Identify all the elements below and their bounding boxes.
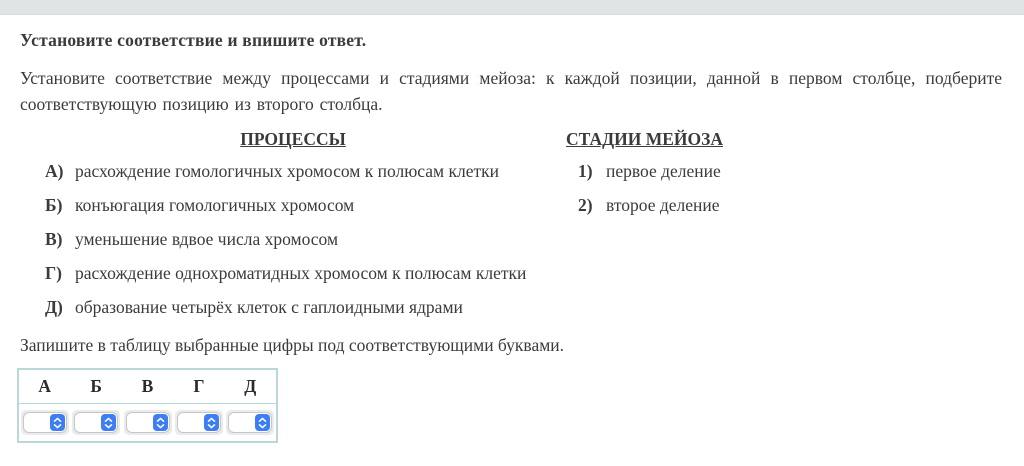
spinner-field — [228, 412, 272, 433]
answer-cell-b — [70, 404, 121, 441]
item-number: 2) — [578, 195, 593, 215]
stages-header: СТАДИИ МЕЙОЗА — [566, 129, 724, 149]
list-item — [566, 194, 723, 217]
answer-cell-g — [173, 404, 224, 441]
stepper-button[interactable] — [204, 414, 219, 431]
answer-input-g[interactable] — [178, 413, 204, 432]
item-text: первое деление — [606, 161, 721, 181]
answer-spinner-a[interactable] — [21, 410, 69, 435]
answer-spinner-g[interactable] — [175, 410, 223, 435]
item-text: расхождение однохроматидных хромосом к полюсам клетки — [75, 263, 527, 283]
answer-input-d[interactable] — [229, 413, 255, 432]
list-item — [566, 160, 723, 183]
item-letter: А) — [45, 161, 64, 181]
item-text: расхождение гомологичных хромосом к полюсам клетки — [75, 161, 500, 181]
answer-spinner-b[interactable] — [72, 410, 120, 435]
question-title: Установите соответствие и впишите ответ. — [20, 30, 367, 50]
stepper-chevrons-icon — [104, 417, 113, 429]
answer-table — [17, 368, 278, 443]
list-item — [20, 228, 566, 251]
spinner-field — [74, 412, 118, 433]
answer-table-header-row — [19, 370, 276, 404]
item-letter: Д) — [45, 297, 63, 317]
stepper-button[interactable] — [50, 414, 65, 431]
processes-list — [20, 160, 566, 319]
item-letter: Б) — [45, 195, 63, 215]
spinner-field — [23, 412, 67, 433]
answer-cell-a — [19, 404, 70, 441]
list-item — [20, 194, 566, 217]
answer-input-a[interactable] — [24, 413, 50, 432]
list-item — [20, 160, 566, 183]
answer-table-header-g: Г — [193, 376, 205, 396]
answer-table-header-a: А — [38, 376, 52, 396]
item-text: образование четырёх клеток с гаплоидными ядрами — [75, 297, 463, 317]
item-text: конъюгация гомологичных хромосом — [75, 195, 355, 215]
processes-column — [20, 128, 566, 319]
stepper-button[interactable] — [153, 414, 168, 431]
item-text: уменьшение вдвое числа хромосом — [75, 229, 339, 249]
question-panel — [0, 30, 1024, 443]
top-bar — [0, 0, 1024, 15]
answer-table-input-row — [19, 404, 276, 441]
answer-table-header-v: В — [141, 376, 154, 396]
answer-table-header-d: Д — [244, 376, 257, 396]
stepper-button[interactable] — [101, 414, 116, 431]
answer-prompt: Запишите в таблицу выбранные цифры под соответствующими буквами. — [20, 335, 565, 355]
answer-input-b[interactable] — [75, 413, 101, 432]
item-text: второе деление — [606, 195, 720, 215]
list-item — [20, 296, 566, 319]
item-letter: В) — [45, 229, 63, 249]
stepper-chevrons-icon — [53, 417, 62, 429]
stages-list — [566, 160, 723, 217]
stepper-button[interactable] — [255, 414, 270, 431]
answer-input-v[interactable] — [127, 413, 153, 432]
spinner-field — [177, 412, 221, 433]
item-letter: Г) — [45, 263, 62, 283]
answer-spinner-d[interactable] — [226, 410, 274, 435]
answer-table-header-b: Б — [90, 376, 102, 396]
stages-column — [566, 128, 723, 319]
list-item — [20, 262, 566, 285]
stepper-chevrons-icon — [258, 417, 267, 429]
answer-spinner-v[interactable] — [124, 410, 172, 435]
item-number: 1) — [578, 161, 593, 181]
matching-columns — [20, 128, 1002, 319]
stepper-chevrons-icon — [207, 417, 216, 429]
question-instruction: Установите соответствие между процессами и стадиями мейоза: к каждой позиции, данной в первом столбце, подберите соответствующую позицию из второго столбца. — [20, 68, 1002, 114]
spinner-field — [126, 412, 170, 433]
processes-header: ПРОЦЕССЫ — [240, 129, 346, 149]
answer-cell-v — [122, 404, 173, 441]
stepper-chevrons-icon — [156, 417, 165, 429]
answer-cell-d — [225, 404, 276, 441]
